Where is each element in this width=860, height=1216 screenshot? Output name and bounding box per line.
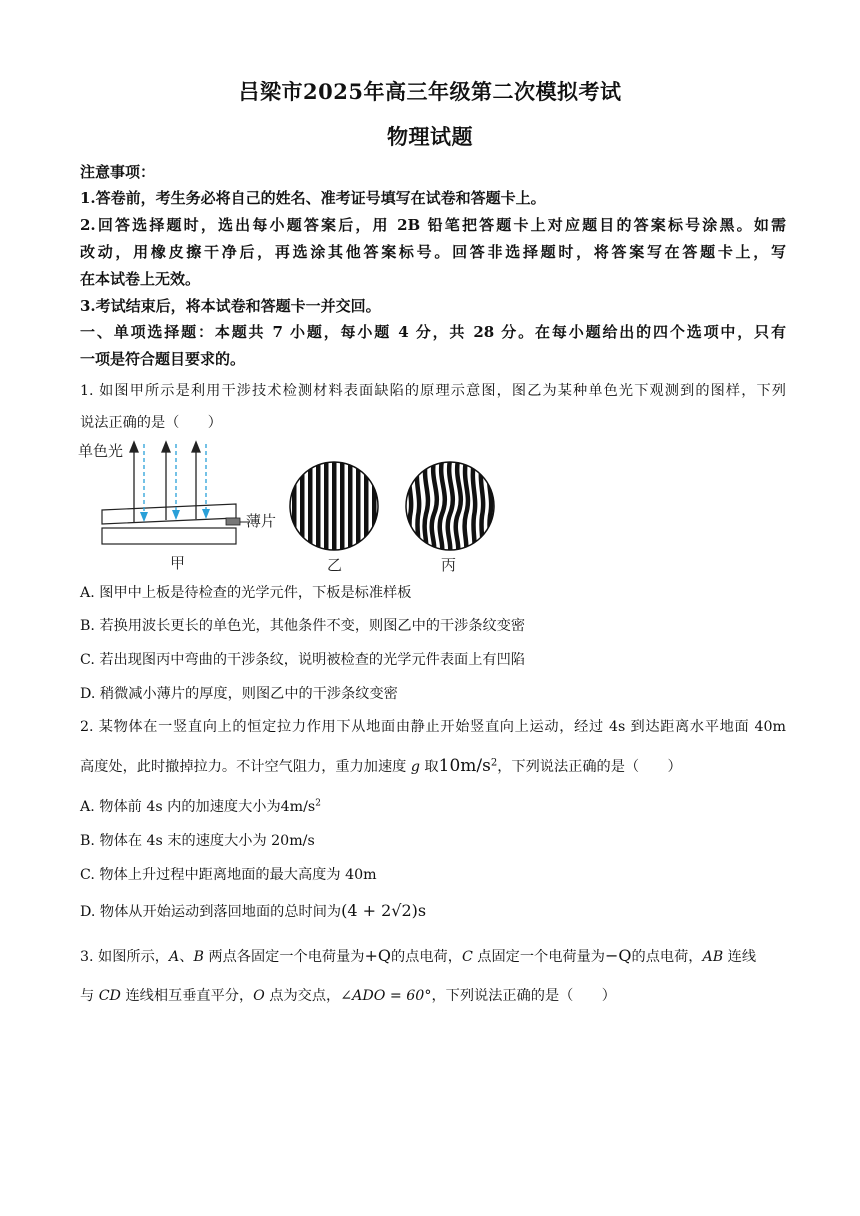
- lower-plate: [102, 528, 236, 544]
- notice-item-3: 3.考试结束后，将本试卷和答题卡一并交回。: [80, 297, 381, 315]
- q1-option-c: C. 若出现图丙中弯曲的干涉条纹，说明被检查的光学元件表面上有凹陷: [80, 652, 525, 668]
- incident-light-arrows: [140, 444, 210, 522]
- q2-option-b: B. 物体在 4s 末的速度大小为 20m/s: [80, 833, 315, 849]
- exam-subject: 物理试题: [387, 124, 473, 149]
- interference-diagram: [78, 436, 518, 576]
- q2-option-d: D. 物体从开始运动到落回地面的总时间为(4 + 2√2)s: [80, 901, 427, 920]
- label-jia: 甲: [170, 554, 186, 572]
- angle-ado: ∠ADO = 60°: [340, 988, 432, 1004]
- q2-stem-line2: 高度处，此时撤掉拉力。不计空气阻力，重力加速度 g 取$10m/s^2$，下列说法正确的是（ ）: [80, 756, 682, 776]
- section1-heading-cont: 一项是符合题目要求的。: [80, 350, 246, 368]
- notice-item-1: 1.答卷前，考生务必将自己的姓名、准考证号填写在试卷和答题卡上。: [80, 189, 546, 207]
- notice-item-2-cont: 改动，用橡皮擦干净后，再选涂其他答案标号。回答非选择题时，将答案写在答题卡上，写: [80, 243, 786, 261]
- q3-stem-line2: 与 CD 连线相互垂直平分，O 点为交点，∠ADO = 60°，下列说法正确的是（ ）: [80, 988, 616, 1004]
- q1-option-b: B. 若换用波长更长的单色光，其他条件不变，则图乙中的干涉条纹变密: [80, 618, 526, 634]
- q1-option-d: D. 稍微减小薄片的厚度，则图乙中的干涉条纹变密: [80, 686, 398, 702]
- q2-option-a: A. 物体前 4s 内的加速度大小为$4m/s^2$: [80, 798, 321, 815]
- q1-option-a: A. 图甲中上板是待检查的光学元件，下板是标准样板: [80, 585, 412, 601]
- q3-stem-line1: 3. 如图所示，A、B 两点各固定一个电荷量为+Q的点电荷，C 点固定一个电荷量为−Q的点电荷，AB 连线: [80, 946, 757, 965]
- label-thin-film: 薄片: [246, 512, 277, 530]
- q2-stem-line1: 2. 某物体在一竖直向上的恒定拉力作用下从地面由静止开始竖直向上运动，经过 4s 到达距离水平地面 40m: [80, 719, 786, 735]
- q1-stem-line2: 说法正确的是（ ）: [80, 415, 222, 431]
- g-value: 10m/s: [438, 756, 491, 776]
- symbol-g: g: [410, 759, 420, 775]
- notice-item-2-end: 在本试卷上无效。: [80, 270, 201, 288]
- reflected-light-arrows: [130, 442, 200, 522]
- label-bing: 丙: [441, 556, 457, 574]
- label-monochromatic-light: 单色光: [78, 442, 124, 460]
- thin-film: [226, 518, 240, 525]
- section1-heading: 一、单项选择题：本题共 7 小题，每小题 4 分，共 28 分。在每小题给出的四个选项中，只有: [80, 323, 786, 341]
- upper-plate: [102, 504, 236, 524]
- q1-stem-line1: 1. 如图甲所示是利用干涉技术检测材料表面缺陷的原理示意图，图乙为某种单色光下观测到的图样，下列: [80, 383, 786, 399]
- notice-item-2: 2.回答选择题时，选出每小题答案后，用 2B 铅笔把答题卡上对应题目的答案标号涂黑。如需: [80, 216, 786, 234]
- q1-figure: [78, 436, 518, 576]
- apparatus-jia: [102, 442, 250, 544]
- notice-heading: 注意事项：: [80, 163, 156, 181]
- q2-option-c: C. 物体上升过程中距离地面的最大高度为 40m: [80, 867, 377, 883]
- total-time-expression: (4 + 2√2)s: [341, 901, 427, 920]
- exam-title: 吕梁市2025年高三年级第二次模拟考试: [238, 79, 622, 104]
- label-yi: 乙: [327, 556, 343, 574]
